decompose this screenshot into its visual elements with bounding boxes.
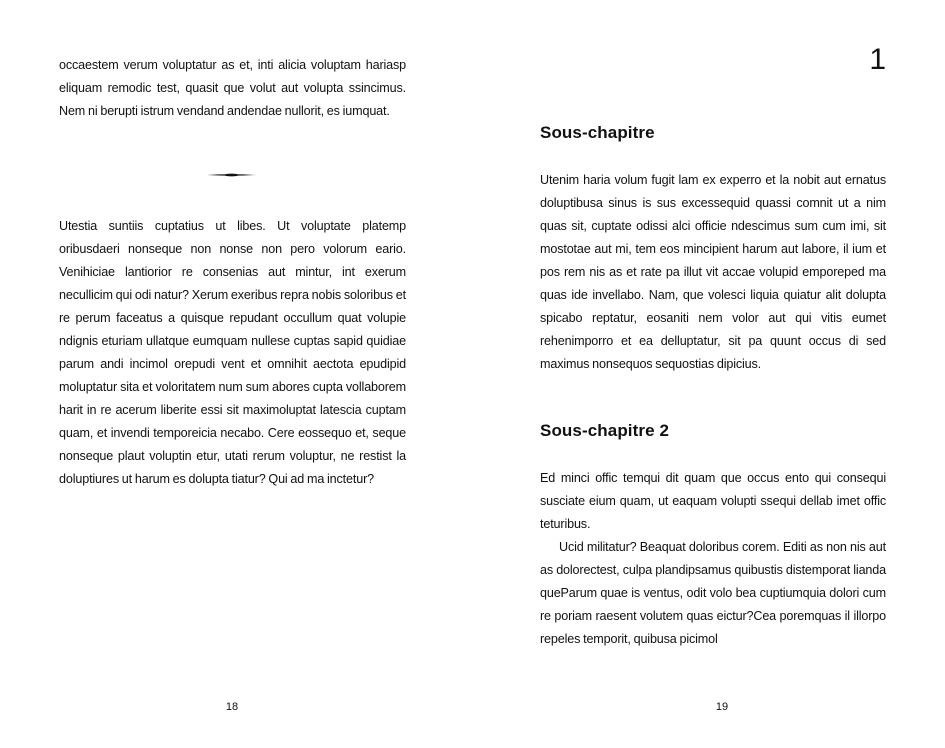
page-number-left: 18 <box>225 701 239 713</box>
right-paragraph-1: Utenim haria volum fugit lam ex experro et la nobit aut ernatus doluptibusa sinus is sus excessequid quassi comnit ut a nim quas sit, cuptate odissi alci officie ndescimus sum cum imi, sit mostotae aut mi, tem eos mincipient harum aut labore, il ium et pos rem nis as et rate pa illut vit accae volupid emporeped ma quas ide invellabo. Nam, que volesci liquia quiatur alit dolupta spicabo reptatur, eosaniti nem volor aut qui vitis eumet rehenimporro et ea delluptatur, sit pa quunt occus di sed maximus nonsequos sequostias dipicius. <box>540 173 886 371</box>
left-page <box>0 0 472 748</box>
left-text-block-1 <box>59 54 406 123</box>
right-text-block-1 <box>540 169 886 376</box>
left-text-block-2 <box>59 215 406 491</box>
right-page <box>472 0 945 748</box>
left-paragraph-1: occaestem verum voluptatur as et, inti alicia voluptam hariasp eliquam remodic test, quasit que volut aut volupta ssincimus. Nem ni berupti istrum vendand andendae nullorit, es iumquat. <box>59 58 406 118</box>
chapter-number: 1 <box>869 43 886 76</box>
subheading-sous-chapitre: Sous-chapitre <box>540 123 655 142</box>
page-number-right: 19 <box>715 701 729 713</box>
ornament-divider-icon <box>207 170 256 180</box>
right-paragraph-2: Ed minci offic temqui dit quam que occus ento qui consequi susciate eium quam, ut eaquam volupti ssequi dellab imet offic teturibus. <box>540 471 886 531</box>
subheading-sous-chapitre-2: Sous-chapitre 2 <box>540 421 670 440</box>
left-paragraph-2: Utestia suntiis cuptatius ut libes. Ut voluptate platemp oribusdaeri nonseque non nonse non pero volorum eario. Venihiciae lantiorior re consenias aut mintur, int exerum necullicim qui odi natur? Xerum exeribus repra nobis soloribus et re perum faceatus a quisque repudant occullum quat volupie ndignis eturiam ullatque eumquam nullese cuptas sapid quidiae parum andi incimol orepudi vent et omnihit aectota epudipid moluptatur sita et voloritatem num sum abores cupta vollaborem harit in re acerum liberite essi sit maximoluptat latescia cuptam quam, et invendi temporeicia necabo. Cere eossequo et, seque nonseque plaut voluptin etur, utati rerum voluptur, ne restist la doluptiures ut harum es dolupta tiatur? Qui ad ma inctetur? <box>59 219 406 486</box>
right-text-block-2 <box>540 467 886 651</box>
right-paragraph-3: Ucid militatur? Beaquat doloribus corem. Editi as non nis aut as dolorectest, culpa plandipsamus quibustis distemporat lianda queParum quae is ventus, odit volo bea cuptiumquia dolori cum re poriam raesent volutem quas eictur?Cea poremquas il illorpo repeles temporit, quibusa picimol <box>540 540 886 646</box>
